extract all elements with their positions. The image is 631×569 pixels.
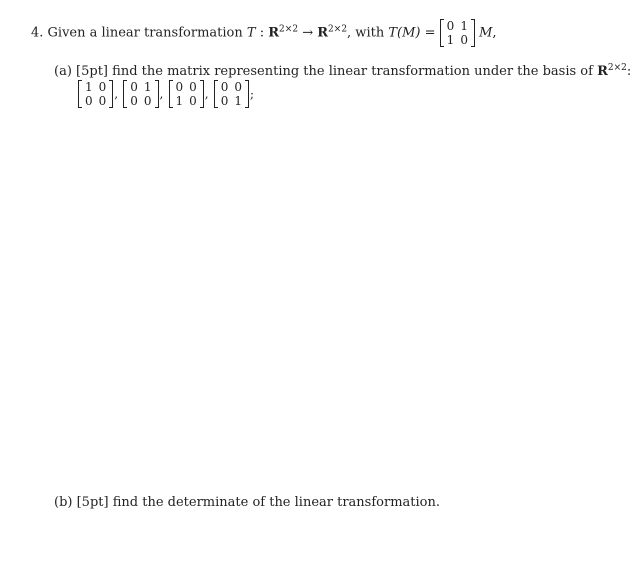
problem-intro: Given a linear transformation: [47, 25, 243, 41]
part-b-points: [5pt]: [76, 495, 109, 510]
matrix-entry: 1: [446, 33, 455, 47]
part-a-statement: [54, 64, 631, 79]
with-text: , with: [347, 25, 385, 41]
basis-exponent: 2×2: [607, 63, 627, 73]
equals-sign: =: [424, 25, 436, 41]
matrix-entry: 0: [130, 94, 138, 108]
matrix-variable: M: [479, 25, 493, 41]
matrix-entry: 0: [220, 94, 229, 108]
basis-matrices: [78, 80, 255, 108]
trailing-comma: ,: [492, 25, 497, 41]
basis-separator: ,: [204, 87, 209, 101]
matrix-entry: 0: [234, 80, 243, 94]
colon: :: [259, 25, 265, 41]
basis-matrix-e21: [169, 80, 204, 108]
part-b-statement: [54, 495, 440, 510]
part-a-colon: :: [626, 64, 631, 79]
basis-space: R: [597, 64, 608, 79]
arrow: →: [302, 25, 314, 41]
transformation-symbol: T: [246, 25, 256, 41]
matrix-entry: 1: [460, 19, 468, 33]
matrix-entry: 0: [460, 33, 468, 47]
matrix-entry: 0: [175, 80, 184, 94]
matrix-entry: 1: [85, 80, 93, 94]
basis-matrix-e11: [78, 80, 113, 108]
matrix-entry: 1: [234, 94, 243, 108]
matrix-entry: 0: [98, 80, 107, 94]
matrix-entry: 0: [98, 94, 107, 108]
problem-number: 4.: [31, 25, 44, 41]
matrix-entry: 0: [130, 80, 138, 94]
codomain-space: R: [317, 25, 329, 41]
matrix-entry: 0: [220, 80, 229, 94]
matrix-entry: 0: [189, 80, 197, 94]
part-a-text: find the matrix representing the linear transformation under the basis of: [112, 64, 593, 79]
transformation-matrix: [440, 19, 475, 47]
basis-matrix-e12: [123, 80, 158, 108]
t-of-m: T(M): [388, 25, 421, 41]
matrix-entry: 0: [85, 94, 93, 108]
matrix-entry: 0: [143, 94, 152, 108]
part-a-points: [5pt]: [76, 64, 109, 79]
basis-separator: ,: [159, 87, 164, 101]
domain-space: R: [268, 25, 280, 41]
basis-terminator: ;: [250, 87, 255, 101]
part-b-label: (b): [54, 495, 73, 510]
matrix-entry: 1: [143, 80, 152, 94]
matrix-entry: 0: [189, 94, 197, 108]
basis-matrix-e22: [214, 80, 249, 108]
problem-statement: [31, 19, 497, 47]
part-a-label: (a): [54, 64, 72, 79]
codomain-exponent: 2×2: [328, 24, 348, 35]
domain-exponent: 2×2: [279, 24, 299, 35]
basis-separator: ,: [114, 87, 119, 101]
matrix-entry: 0: [446, 19, 455, 33]
matrix-entry: 1: [175, 94, 184, 108]
part-b-text: find the determinate of the linear transformation.: [112, 495, 440, 510]
